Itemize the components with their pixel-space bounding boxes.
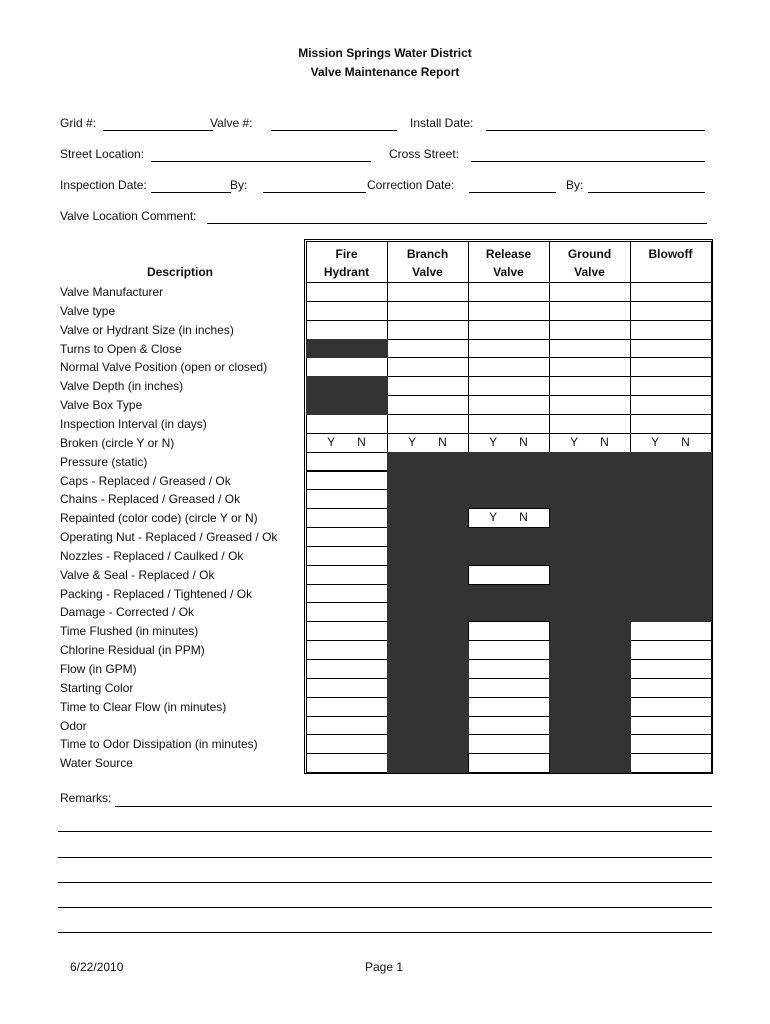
yes-no-choice[interactable]	[549, 435, 630, 449]
table-cell[interactable]	[549, 320, 631, 340]
yes-option[interactable]: Y	[489, 434, 498, 449]
grid-field[interactable]	[103, 130, 213, 131]
install-date-field[interactable]	[486, 130, 705, 131]
column-header-line1: Branch	[406, 247, 449, 261]
table-cell[interactable]	[306, 301, 388, 321]
table-cell[interactable]	[306, 452, 388, 472]
row-label: Caps - Replaced / Greased / Ok	[60, 473, 231, 488]
by2-label: By:	[566, 178, 584, 192]
table-cell[interactable]	[468, 640, 550, 660]
row-label: Valve & Seal - Replaced / Ok	[60, 567, 215, 582]
row-label: Nozzles - Replaced / Caulked / Ok	[60, 548, 244, 563]
row-label: Valve Manufacturer	[60, 285, 164, 299]
table-cell[interactable]	[468, 414, 550, 434]
remarks-line[interactable]	[58, 831, 712, 832]
column-header-line1: Release	[485, 247, 532, 261]
table-cell[interactable]	[306, 584, 388, 604]
table-cell[interactable]	[387, 301, 469, 321]
row-label: Valve Box Type	[60, 398, 143, 413]
table-cell[interactable]	[387, 376, 469, 396]
table-cell[interactable]	[468, 678, 550, 698]
shaded-cell	[549, 621, 631, 773]
row-label: Packing - Replaced / Tightened / Ok	[60, 586, 253, 601]
remarks-line[interactable]	[58, 857, 712, 858]
yes-no-choice[interactable]	[468, 510, 549, 524]
table-cell[interactable]	[306, 508, 388, 528]
table-cell[interactable]	[306, 621, 388, 641]
table-cell[interactable]	[630, 716, 712, 736]
valve-field[interactable]	[271, 130, 397, 131]
table-cell[interactable]	[306, 357, 388, 377]
table-cell[interactable]	[306, 716, 388, 736]
by1-field[interactable]	[263, 192, 366, 193]
no-option[interactable]: N	[438, 434, 447, 449]
report-title: Valve Maintenance Report	[310, 65, 460, 79]
column-header-line1: Fire	[335, 247, 358, 261]
table-cell[interactable]	[387, 357, 469, 377]
row-label: Starting Color	[60, 680, 134, 695]
table-cell[interactable]	[468, 395, 550, 415]
footer-date: 6/22/2010	[70, 960, 124, 974]
table-cell[interactable]	[387, 395, 469, 415]
row-label: Chlorine Residual (in PPM)	[60, 643, 205, 658]
yes-no-choice[interactable]	[468, 435, 549, 449]
column-header	[630, 245, 711, 263]
table-cell[interactable]	[306, 753, 388, 773]
table-cell[interactable]	[549, 376, 631, 396]
no-option[interactable]: N	[357, 434, 366, 449]
no-option[interactable]: N	[519, 510, 528, 525]
table-cell[interactable]	[468, 659, 550, 679]
table-cell[interactable]	[468, 339, 550, 359]
table-cell[interactable]	[549, 301, 631, 321]
column-header-line2: Valve	[574, 265, 605, 279]
table-cell[interactable]	[630, 678, 712, 698]
no-option[interactable]: N	[681, 434, 690, 449]
row-label: Time to Odor Dissipation (in minutes)	[60, 737, 258, 752]
valve-location-comment-field[interactable]	[207, 223, 707, 224]
table-cell[interactable]	[468, 565, 550, 585]
correction-date-field[interactable]	[469, 192, 556, 193]
table-cell[interactable]	[468, 301, 550, 321]
table-cell[interactable]	[306, 546, 388, 566]
column-header-line2: Valve	[493, 265, 524, 279]
valve-location-comment-label: Valve Location Comment:	[60, 209, 197, 223]
row-label: Turns to Open & Close	[60, 341, 182, 356]
shaded-cell	[306, 376, 388, 415]
row-label: Time to Clear Flow (in minutes)	[60, 699, 227, 714]
table-cell[interactable]	[387, 320, 469, 340]
table-cell[interactable]	[630, 734, 712, 754]
table-cell[interactable]	[549, 357, 631, 377]
row-label: Chains - Replaced / Greased / Ok	[60, 492, 241, 507]
table-cell[interactable]	[306, 640, 388, 660]
table-cell[interactable]	[306, 565, 388, 585]
footer-page: Page 1	[365, 960, 404, 974]
remarks-line[interactable]	[58, 907, 712, 908]
table-cell[interactable]	[306, 282, 388, 302]
shaded-cell	[387, 452, 712, 623]
table-cell[interactable]	[468, 753, 550, 773]
table-cell[interactable]	[630, 339, 712, 359]
table-cell[interactable]	[468, 320, 550, 340]
table-cell[interactable]	[306, 659, 388, 679]
valve-label: Valve #:	[210, 116, 253, 130]
row-label: Odor	[60, 718, 87, 733]
yes-option[interactable]: Y	[489, 510, 498, 525]
table-cell[interactable]	[630, 282, 712, 302]
yes-option[interactable]: Y	[651, 434, 660, 449]
table-cell[interactable]	[549, 282, 631, 302]
row-label: Valve Depth (in inches)	[60, 379, 184, 394]
row-label: Operating Nut - Replaced / Greased / Ok	[60, 530, 278, 545]
table-cell[interactable]	[468, 282, 550, 302]
row-label: Broken (circle Y or N)	[60, 435, 175, 450]
table-cell[interactable]	[630, 414, 712, 434]
install-date-label: Install Date:	[410, 116, 474, 130]
table-cell[interactable]	[306, 602, 388, 622]
yes-option[interactable]: Y	[327, 434, 336, 449]
street-location-field[interactable]	[151, 161, 371, 162]
row-label: Repainted (color code) (circle Y or N)	[60, 511, 258, 526]
table-cell[interactable]	[630, 301, 712, 321]
inspection-date-label: Inspection Date:	[60, 178, 147, 192]
row-label: Valve or Hydrant Size (in inches)	[60, 322, 234, 337]
table-cell[interactable]	[306, 320, 388, 340]
table-cell[interactable]	[468, 734, 550, 754]
table-cell[interactable]	[630, 376, 712, 396]
shaded-cell	[387, 621, 469, 773]
table-cell[interactable]	[630, 640, 712, 660]
column-header	[468, 245, 549, 281]
inspection-date-field[interactable]	[151, 192, 231, 193]
table-cell[interactable]	[468, 621, 550, 641]
column-header-line2: Valve	[412, 265, 443, 279]
description-header: Description	[147, 265, 214, 279]
row-label: Time Flushed (in minutes)	[60, 624, 199, 639]
table-cell[interactable]	[549, 395, 631, 415]
table-cell[interactable]	[387, 414, 469, 434]
table-cell[interactable]	[306, 734, 388, 754]
table-cell[interactable]	[306, 527, 388, 547]
table-cell[interactable]	[630, 659, 712, 679]
row-label: Normal Valve Position (open or closed)	[60, 360, 268, 375]
street-location-label: Street Location:	[60, 147, 145, 161]
row-label: Damage - Corrected / Ok	[60, 605, 195, 620]
column-header	[306, 245, 387, 281]
by2-field[interactable]	[588, 192, 705, 193]
no-option[interactable]: N	[600, 434, 609, 449]
yes-no-choice[interactable]	[387, 435, 468, 449]
column-header-line2: Blowoff	[648, 247, 693, 261]
yes-option[interactable]: Y	[570, 434, 579, 449]
row-label: Valve type	[60, 303, 116, 318]
no-option[interactable]: N	[519, 434, 528, 449]
table-cell[interactable]	[306, 489, 388, 509]
cross-street-label: Cross Street:	[389, 147, 460, 161]
table-cell[interactable]	[306, 414, 388, 434]
row-label: Flow (in GPM)	[60, 662, 137, 676]
remarks-line[interactable]	[58, 932, 712, 933]
cross-street-field[interactable]	[471, 161, 705, 162]
row-label: Pressure (static)	[60, 454, 148, 469]
yes-option[interactable]: Y	[408, 434, 417, 449]
column-header-line2: Hydrant	[323, 265, 370, 279]
column-header	[387, 245, 468, 281]
by1-label: By:	[230, 178, 248, 192]
table-cell[interactable]	[630, 320, 712, 340]
table-cell[interactable]	[630, 357, 712, 377]
yes-no-choice[interactable]	[630, 435, 711, 449]
correction-date-label: Correction Date:	[367, 178, 455, 192]
grid-label: Grid #:	[60, 116, 97, 130]
table-cell[interactable]	[468, 357, 550, 377]
shaded-cell	[306, 339, 388, 359]
table-cell[interactable]	[306, 678, 388, 698]
column-header	[549, 245, 630, 281]
row-label: Water Source	[60, 756, 133, 771]
table-cell[interactable]	[387, 282, 469, 302]
column-header-line1: Ground	[567, 247, 612, 261]
table-cell[interactable]	[549, 414, 631, 434]
table-cell[interactable]	[468, 716, 550, 736]
table-cell[interactable]	[468, 376, 550, 396]
table-cell[interactable]	[630, 621, 712, 641]
table-cell[interactable]	[306, 471, 388, 491]
remarks-line[interactable]	[58, 882, 712, 883]
table-cell[interactable]	[630, 753, 712, 773]
org-title: Mission Springs Water District	[298, 46, 472, 60]
table-cell[interactable]	[630, 697, 712, 717]
remarks-label: Remarks:	[60, 791, 112, 805]
table-cell[interactable]	[630, 395, 712, 415]
table-cell[interactable]	[387, 339, 469, 359]
table-cell[interactable]	[549, 339, 631, 359]
row-label: Inspection Interval (in days)	[60, 416, 207, 431]
table-cell[interactable]	[468, 697, 550, 717]
remarks-line[interactable]	[115, 806, 712, 807]
yes-no-choice[interactable]	[306, 435, 387, 449]
table-cell[interactable]	[306, 697, 388, 717]
